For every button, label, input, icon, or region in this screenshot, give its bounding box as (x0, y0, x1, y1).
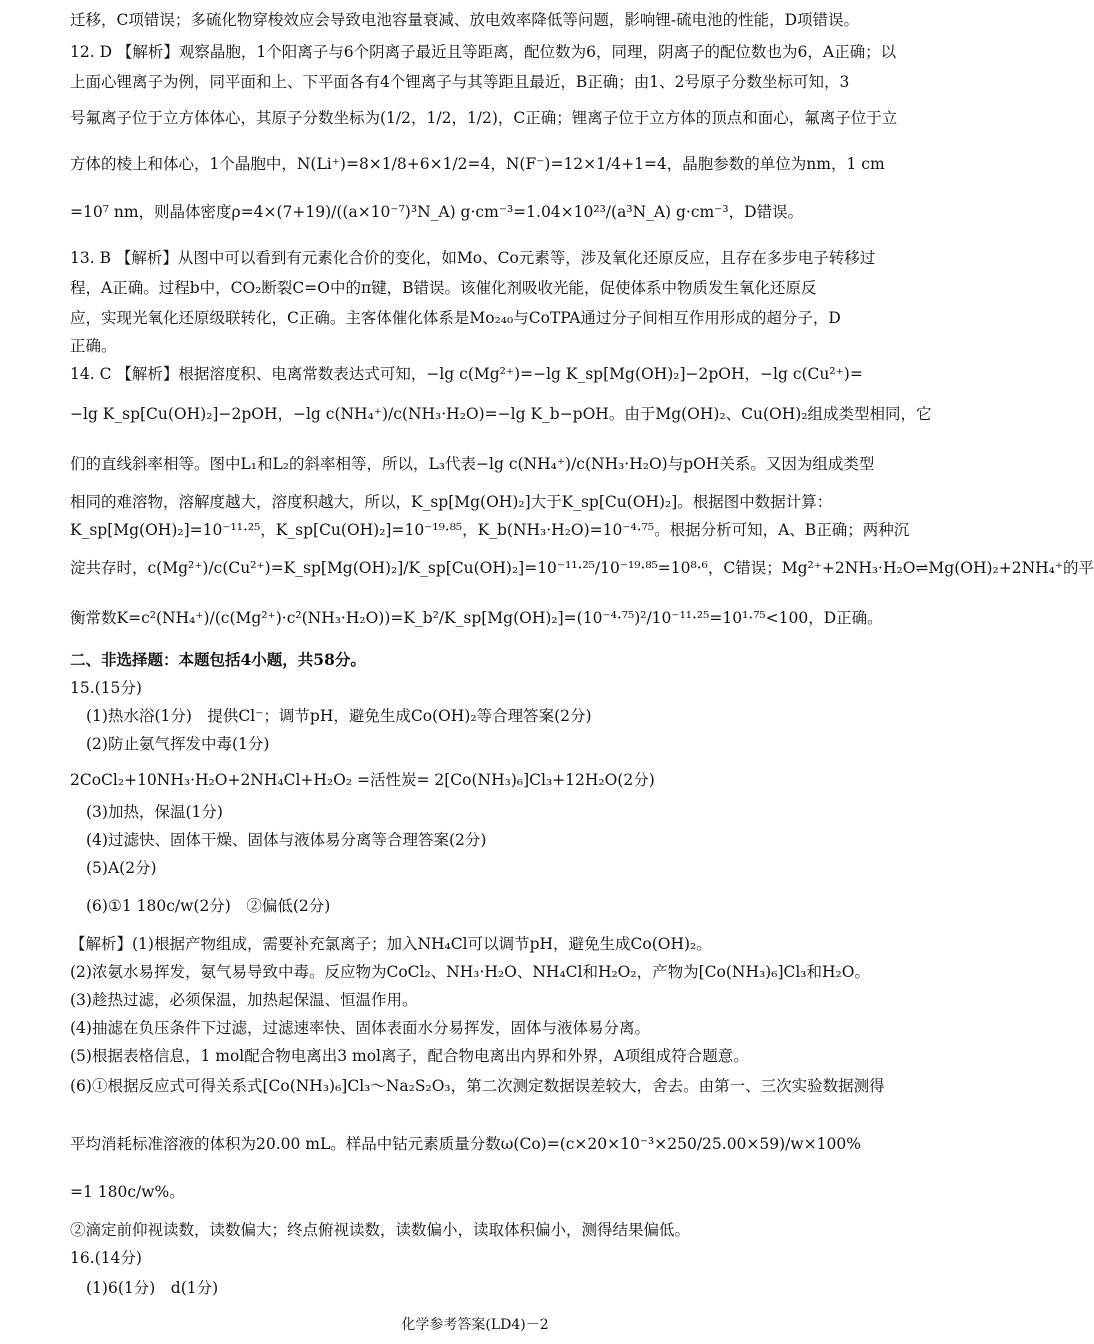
text-line: (2)防止氨气挥发中毒(1分) (86, 735, 270, 753)
page-footer: 化学参考答案(LD4)－2 (401, 1317, 549, 1333)
text-line: 13. B 【解析】从图中可以看到有元素化合价的变化，如Mo、Co元素等，涉及氧化还原反应，且存在多步电子转移过 (70, 249, 876, 267)
text-line: =1 180c/w%。 (70, 1183, 185, 1201)
text-line: (6)①根据反应式可得关系式[Co(NH₃)₆]Cl₃～Na₂S₂O₃，第二次测定数据误差较大，舍去。由第一、三次实验数据测得 (70, 1077, 885, 1095)
text-line: 【解析】(1)根据产物组成，需要补充氯离子；加入NH₄Cl可以调节pH，避免生成Co(OH)₂。 (70, 935, 712, 953)
text-line: 正确。 (70, 337, 117, 355)
text-line: (3)趁热过滤，必须保温，加热起保温、恒温作用。 (70, 991, 418, 1009)
text-line: (1)6(1分) d(1分) (86, 1279, 219, 1297)
text-line: 迁移，C项错误；多硫化物穿梭效应会导致电池容量衰减、放电效率降低等问题，影响锂-硫电池的性能，D项错误。 (70, 11, 860, 29)
text-line: 号氟离子位于立方体体心，其原子分数坐标为(1/2，1/2，1/2)，C正确；锂离子位于立方体的顶点和面心，氟离子位于立 (70, 109, 898, 127)
text-line: (4)抽滤在负压条件下过滤，过滤速率快、固体表面水分易挥发，固体与液体易分离。 (70, 1019, 650, 1037)
text-line: 二、非选择题：本题包括4小题，共58分。 (70, 650, 366, 669)
text-line: (3)加热，保温(1分) (86, 803, 223, 821)
text-line: 平均消耗标准溶液的体积为20.00 mL。样品中钴元素质量分数ω(Co)=(c×20×10⁻³×250/25.00×59)/w×100% (70, 1135, 861, 1153)
text-line: (4)过滤快、固体干燥、固体与液体易分离等合理答案(2分) (86, 831, 487, 849)
text-line: 们的直线斜率相等。图中L₁和L₂的斜率相等，所以，L₃代表−lg c(NH₄⁺)/c(NH₃·H₂O)与pOH关系。又因为组成类型 (70, 455, 875, 473)
text-line: (5)A(2分) (86, 859, 157, 877)
text-line: 应，实现光氧化还原级联转化，C正确。主客体催化体系是Mo₂₄₀与CoTPA通过分子间相互作用形成的超分子，D (70, 309, 841, 327)
text-line: =10⁷ nm，则晶体密度ρ=4×(7+19)/((a×10⁻⁷)³N_A) g·cm⁻³=1.04×10²³/(a³N_A) g·cm⁻³，D错误。 (70, 203, 804, 221)
text-line: 相同的难溶物，溶解度越大，溶度积越大，所以，K_sp[Mg(OH)₂]大于K_sp[Cu(OH)₂]。根据图中数据计算： (70, 493, 833, 511)
text-line: 16.(14分) (70, 1249, 142, 1267)
text-line: 衡常数K=c²(NH₄⁺)/(c(Mg²⁺)·c²(NH₃·H₂O))=K_b²/K_sp[Mg(OH)₂]=(10⁻⁴·⁷⁵)²/10⁻¹¹·²⁵=10¹·⁷⁵<100，D正确。 (70, 609, 883, 627)
text-line: 14. C 【解析】根据溶度积、电离常数表达式可知，−lg c(Mg²⁺)=−lg K_sp[Mg(OH)₂]−2pOH，−lg c(Cu²⁺)= (70, 365, 863, 383)
text-line: −lg K_sp[Cu(OH)₂]−2pOH，−lg c(NH₄⁺)/c(NH₃·H₂O)=−lg K_b−pOH。由于Mg(OH)₂、Cu(OH)₂组成类型相同，它 (70, 405, 932, 423)
text-line: K_sp[Mg(OH)₂]=10⁻¹¹·²⁵，K_sp[Cu(OH)₂]=10⁻¹⁹·⁸⁵，K_b(NH₃·H₂O)=10⁻⁴·⁷⁵。根据分析可知，A、B正确；两种沉 (70, 521, 910, 539)
text-line: 2CoCl₂+10NH₃·H₂O+2NH₄Cl+H₂O₂ =活性炭= 2[Co(NH₃)₆]Cl₃+12H₂O(2分) (70, 771, 655, 789)
text-line: 淀共存时，c(Mg²⁺)/c(Cu²⁺)=K_sp[Mg(OH)₂]/K_sp[Cu(OH)₂]=10⁻¹¹·²⁵/10⁻¹⁹·⁸⁵=10⁸·⁶，C错误；Mg²⁺+2NH₃·H₂O⇌Mg(OH)₂+2NH₄⁺的平 (70, 559, 1094, 577)
text-line: (5)根据表格信息，1 mol配合物电离出3 mol离子，配合物电离出内界和外界，A项组成符合题意。 (70, 1047, 749, 1065)
text-line: 12. D 【解析】观察晶胞，1个阳离子与6个阴离子最近且等距离，配位数为6，同理，阴离子的配位数也为6，A正确；以 (70, 43, 897, 61)
text-line: 方体的棱上和体心，1个晶胞中，N(Li⁺)=8×1/8+6×1/2=4，N(F⁻)=12×1/4+1=4，晶胞参数的单位为nm，1 cm (70, 155, 885, 173)
text-line: (6)①1 180c/w(2分) ②偏低(2分) (86, 897, 331, 915)
text-line: 上面心锂离子为例，同平面和上、下平面各有4个锂离子与其等距且最近，B正确；由1、2号原子分数坐标可知，3 (70, 73, 850, 91)
text-line: (1)热水浴(1分) 提供Cl⁻；调节pH，避免生成Co(OH)₂等合理答案(2分) (86, 707, 592, 725)
text-line: 15.(15分) (70, 679, 142, 697)
text-line: 程，A正确。过程b中，CO₂断裂C=O中的π键，B错误。该催化剂吸收光能，促使体系中物质发生氧化还原反 (70, 279, 817, 297)
text-line: (2)浓氨水易挥发，氨气易导致中毒。反应物为CoCl₂、NH₃·H₂O、NH₄Cl和H₂O₂，产物为[Co(NH₃)₆]Cl₃和H₂O。 (70, 963, 870, 981)
text-line: ②滴定前仰视读数，读数偏大；终点俯视读数，读数偏小，读取体积偏小，测得结果偏低。 (70, 1221, 691, 1239)
